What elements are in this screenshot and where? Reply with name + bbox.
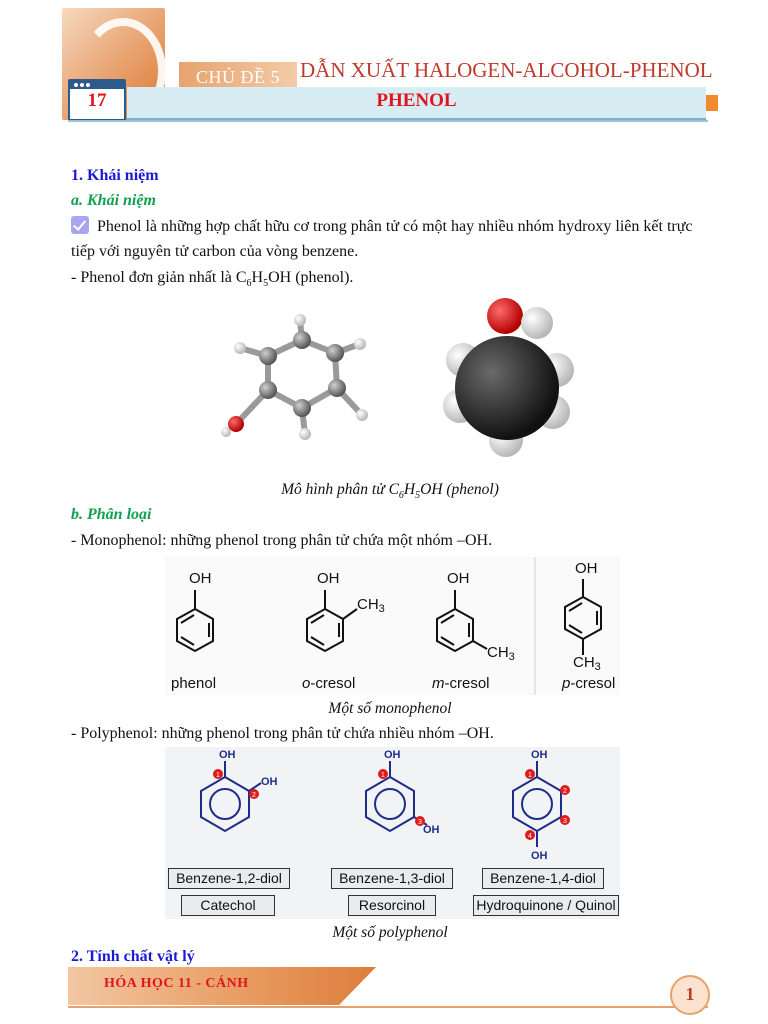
- polyphenol-caption: Một số polyphenol: [332, 924, 448, 941]
- svg-text:CH3: $CH_3$: [357, 596, 385, 615]
- footer-divider: [68, 1006, 708, 1008]
- svg-text:OH: OH: [447, 570, 470, 587]
- svg-text:OH: OH: [531, 749, 548, 761]
- svg-text:CH3: $CH_3$: [487, 644, 515, 663]
- lesson-number-box: [68, 79, 126, 121]
- section-heading-1: 1. Khái niệm: [71, 167, 159, 184]
- svg-text:OH: OH: [219, 749, 236, 761]
- subheading-b: b. Phân loại: [71, 506, 152, 523]
- definition-line-1: Phenol là những hợp chất hữu cơ trong phân tử có một hay nhiều nhóm hydroxy liên kết trực: [97, 218, 693, 235]
- lesson-number: 17: [87, 90, 107, 111]
- svg-text:o-cresol: o-cresol: [302, 675, 356, 692]
- svg-text:phenol: phenol: [171, 675, 217, 692]
- svg-text:3: 3: [563, 818, 567, 825]
- svg-text:OH: OH: [261, 776, 278, 788]
- monophenol-caption: Một số monophenol: [328, 700, 452, 717]
- catechol-label: Catechol: [181, 895, 275, 916]
- resorcinol-iupac-label: Benzene-1,3-diol: [331, 868, 453, 889]
- svg-text:OH: OH: [189, 570, 212, 587]
- svg-text:OH: OH: [423, 824, 440, 836]
- svg-text:p-cresol: p-cresol: [562, 675, 616, 692]
- svg-text:CH3: $CH_3$: [573, 654, 601, 673]
- hydroquinone-iupac-label: Benzene-1,4-diol: [482, 868, 604, 889]
- svg-text:1: 1: [216, 772, 220, 779]
- window-dots-icon: [70, 81, 124, 89]
- svg-text:1: 1: [528, 772, 532, 779]
- simplest-phenol-line: - Phenol đơn giản nhất là $C_6H_5OH$ (phenol).: [71, 269, 354, 290]
- svg-text:OH: OH: [531, 850, 548, 862]
- hydroquinone-label: Hydroquinone / Quinol: [473, 895, 619, 916]
- polyphenol-figure: [165, 747, 620, 919]
- subheading-a: a. Khái niệm: [71, 192, 156, 209]
- svg-text:OH: OH: [317, 570, 340, 587]
- chapter-title: DẪN XUẤT HALOGEN-ALCOHOL-PHENOL: [300, 58, 713, 82]
- catechol-iupac-label: Benzene-1,2-diol: [168, 868, 290, 889]
- phenol-3d-models: [210, 298, 590, 468]
- svg-text:3: 3: [418, 819, 422, 826]
- svg-text:4: 4: [528, 833, 532, 840]
- title-bar-accent: [706, 95, 718, 111]
- svg-text:2: 2: [563, 788, 567, 795]
- polyphenol-structures: [165, 747, 620, 862]
- definition-line-2: tiếp với nguyên tử carbon của vòng benzene.: [71, 243, 359, 260]
- svg-text:m-cresol: m-cresol: [432, 675, 490, 692]
- definition-paragraph: [71, 214, 716, 264]
- model-caption: Mô hình phân tử $C_6H_5OH$ (phenol): [281, 481, 499, 502]
- space-filling-model: [443, 298, 574, 457]
- monophenol-text: - Monophenol: những phenol trong phân tử chứa một nhóm –OH.: [71, 532, 493, 549]
- monophenol-structures: [165, 557, 620, 695]
- footer-subject: HÓA HỌC 11 - CÁNH: [104, 976, 249, 991]
- svg-text:OH: OH: [384, 749, 401, 761]
- monophenol-figure: [165, 557, 620, 695]
- polyphenol-text: - Polyphenol: những phenol trong phân tử chứa nhiều nhóm –OH.: [71, 725, 494, 742]
- svg-text:2: 2: [252, 792, 256, 799]
- section-heading-2: 2. Tính chất vật lý: [71, 948, 195, 965]
- resorcinol-label: Resorcinol: [348, 895, 436, 916]
- page-number: 1: [670, 975, 710, 1015]
- svg-text:1: 1: [381, 772, 385, 779]
- checkbox-icon: [71, 216, 89, 234]
- topic-label: CHỦ ĐỀ 5: [179, 62, 297, 88]
- header-divider: [68, 120, 708, 122]
- svg-text:OH: OH: [575, 560, 598, 577]
- lesson-title: PHENOL: [376, 90, 457, 111]
